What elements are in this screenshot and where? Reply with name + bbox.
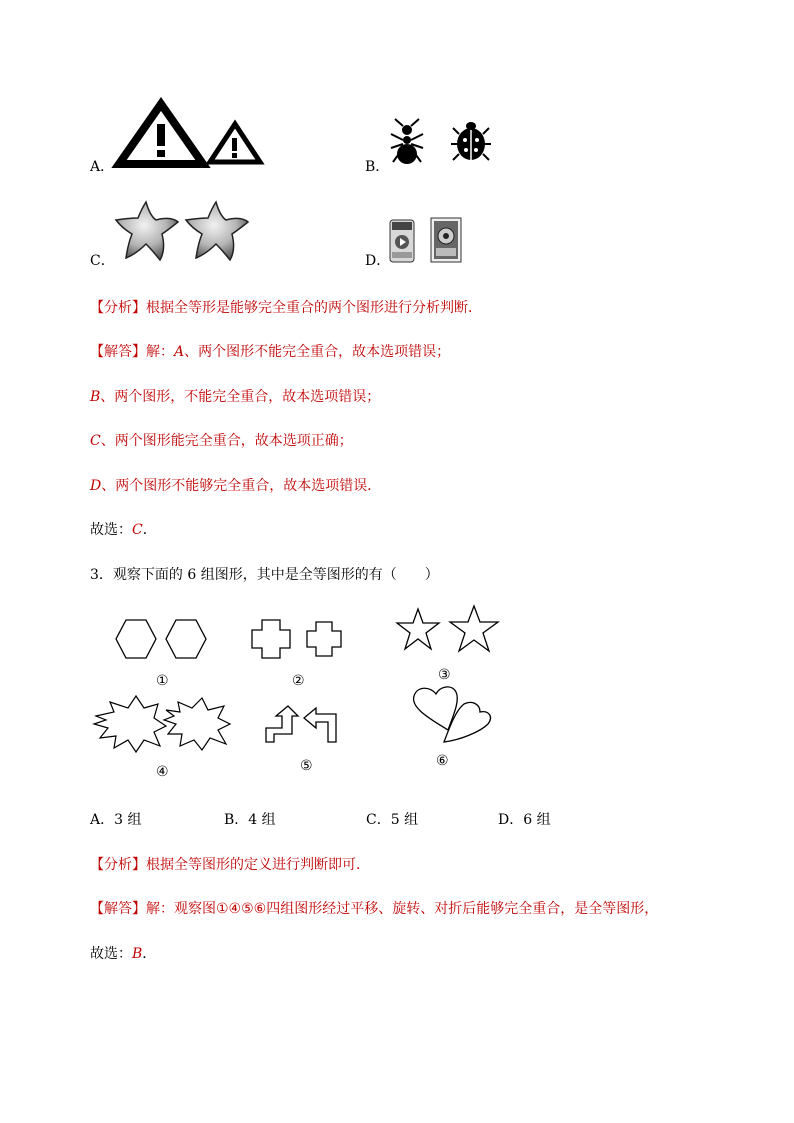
analysis-text: 根据全等形是能够完全重合的两个图形进行分析判断． xyxy=(146,300,482,316)
q2-analysis xyxy=(90,297,482,317)
choice-prefix: 故选： xyxy=(90,946,132,962)
group-label-1: ① xyxy=(156,673,169,689)
starbursts-figure xyxy=(92,696,232,756)
choice-suffix: ． xyxy=(142,522,157,538)
q3-option-a: A．3 组 xyxy=(90,812,142,828)
q2-option-b xyxy=(365,118,505,174)
hexagons-figure xyxy=(114,618,214,662)
choice-suffix: ． xyxy=(142,946,157,962)
q3-analysis xyxy=(90,854,370,874)
q2-option-a xyxy=(90,100,250,175)
answer-letter: C xyxy=(90,433,101,449)
group-label-6: ⑥ xyxy=(436,753,449,769)
choice-prefix: 故选： xyxy=(90,522,132,538)
arrows-figure xyxy=(264,704,344,744)
analysis-tag: 【分析】 xyxy=(90,857,146,873)
q3-choice xyxy=(90,943,156,963)
q2-option-d xyxy=(365,216,505,268)
q3-answer xyxy=(90,898,658,918)
warning-triangles-icon xyxy=(114,100,264,170)
choice-letter: C xyxy=(132,522,143,538)
q2-option-c xyxy=(90,198,250,268)
q2-option-c-label: C． xyxy=(90,253,115,269)
answer-letter: D xyxy=(90,478,102,494)
q2-choice xyxy=(90,519,157,539)
answer-groups: ①④⑤⑥ xyxy=(216,901,267,917)
q2-answer xyxy=(90,341,450,361)
stars-figure xyxy=(394,606,504,656)
answer-prefix: 解：观察图 xyxy=(146,901,216,917)
q2-option-b-label: B． xyxy=(365,159,390,175)
answer-text: 、两个图形不能够完全重合，故本选项错误． xyxy=(101,478,382,494)
q2-answer-line-b xyxy=(90,386,380,406)
q3-option-b: B．4 组 xyxy=(224,812,276,828)
answer-rest: 四组图形经过平移、旋转、对折后能够完全重合，是全等图形， xyxy=(266,901,659,917)
q2-option-d-label: D． xyxy=(365,253,391,269)
crosses-figure xyxy=(250,618,350,662)
media-boxes-icon xyxy=(389,216,469,264)
group-label-3: ③ xyxy=(438,667,451,683)
answer-letter: A xyxy=(174,344,185,360)
answer-letter: B xyxy=(90,389,101,405)
analysis-tag: 【分析】 xyxy=(90,300,146,316)
starfish-icon xyxy=(116,198,256,264)
q3-option-d: D．6 组 xyxy=(498,812,551,828)
answer-text: 、两个图形能完全重合，故本选项正确； xyxy=(100,433,353,449)
q2-option-a-label: A． xyxy=(90,159,115,175)
q2-answer-line-d xyxy=(90,475,381,495)
choice-letter: B xyxy=(132,946,143,962)
ant-and-beetle-icon xyxy=(389,118,499,168)
answer-prefix: 解： xyxy=(146,344,174,360)
answer-tag: 【解答】 xyxy=(90,901,146,917)
hearts-figure xyxy=(408,686,498,746)
group-label-5: ⑤ xyxy=(300,758,313,774)
group-label-4: ④ xyxy=(156,764,169,780)
answer-text: 、两个图形，不能完全重合，故本选项错误； xyxy=(100,389,381,405)
answer-text: 、两个图形不能完全重合，故本选项错误； xyxy=(184,344,451,360)
q3-option-c: C．5 组 xyxy=(366,812,419,828)
analysis-text: 根据全等图形的定义进行判断即可． xyxy=(146,857,370,873)
group-label-2: ② xyxy=(292,673,305,689)
q2-answer-line-c xyxy=(90,430,353,450)
q3-stem: 3．观察下面的 6 组图形，其中是全等图形的有（ ） xyxy=(90,567,439,583)
answer-tag: 【解答】 xyxy=(90,344,146,360)
